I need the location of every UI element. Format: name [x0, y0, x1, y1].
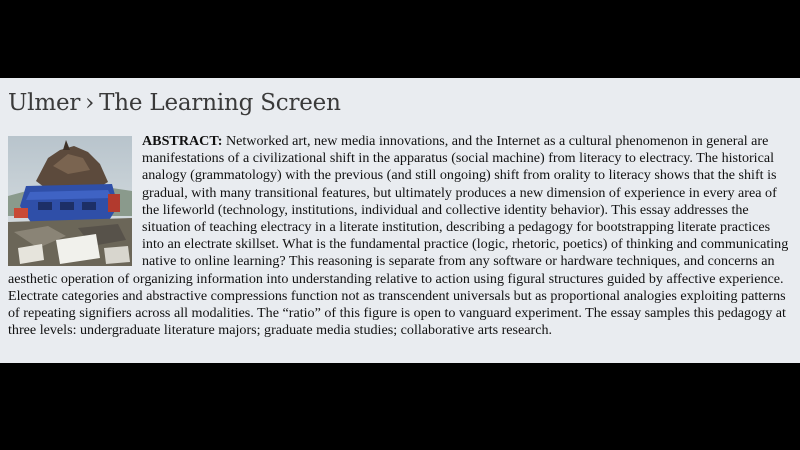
page-title [8, 90, 341, 116]
abstract-text: Networked art, new media innovations, and the Internet as a cultural phenomenon in general are manifestations of a civilizational shift in the apparatus (social machine) from literacy to electracy. The historical analogy (grammatology) with the previous (and still ongoing) shift from orality to literacy shows that the shift is gradual, with many transitional features, but ultimately produces a new dimension of experience in every area of the lifeworld (technology, institutions, individual and collective identity behavior). This essay addresses the situation of teaching electracy in a literate institution, describing a pedagogy for bootstrapping literate practices into an electrate skillset. What is the fundamental practice (logic, rhetoric, poetics) of thinking and communicating native to online learning? This reasoning is separate from any software or hardware techniques, and concerns an aesthetic operation of organizing information into understanding relative to action using figural structures guided by affective experience. Electrate categories and abstractive compressions function not as transcendent universals but as proportional analogies exploiting patterns of repeating signifiers across all modalities. The “ratio” of this figure is open to vanguard experiment. The essay samples this pedagogy at three levels: undergraduate literature majors; graduate media studies; collaborative arts research. [8, 133, 789, 339]
author-name: Ulmer [8, 90, 81, 116]
article-thumbnail [8, 136, 132, 266]
article-title: The Learning Screen [99, 90, 341, 116]
abstract-block [8, 133, 793, 339]
abstract-label: ABSTRACT: [142, 133, 223, 149]
title-separator: › [85, 90, 95, 116]
article-panel [0, 78, 800, 363]
